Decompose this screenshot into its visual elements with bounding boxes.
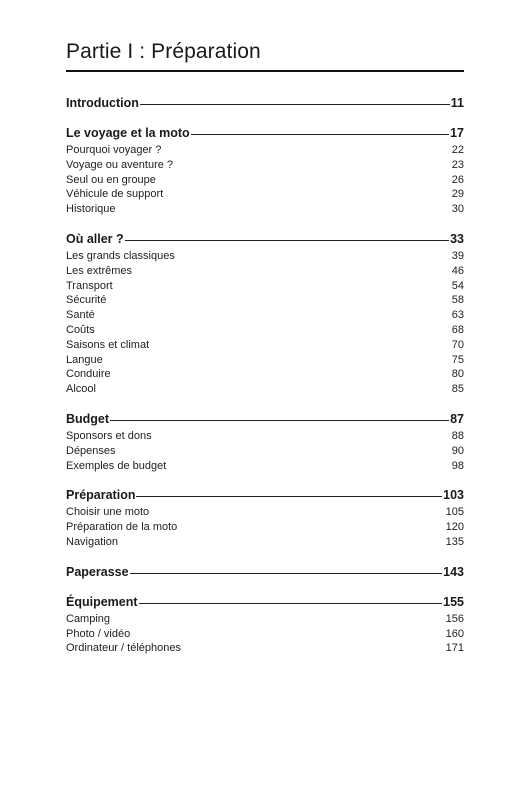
toc-entry[interactable] — [66, 202, 464, 217]
entry-page-number: 120 — [445, 521, 464, 534]
entry-label: Véhicule de support — [66, 188, 164, 201]
entry-label: Ordinateur / téléphones — [66, 642, 181, 655]
entry-label: Photo / vidéo — [66, 627, 131, 640]
entry-label: Camping — [66, 612, 111, 625]
entry-label: Langue — [66, 353, 103, 366]
toc-section — [66, 594, 464, 656]
section-page-number: 87 — [450, 411, 464, 426]
toc-section-heading[interactable] — [66, 231, 464, 247]
toc-entry[interactable] — [66, 308, 464, 323]
entry-label: Santé — [66, 309, 95, 322]
section-page-number: 143 — [443, 564, 464, 579]
entry-page-number: 80 — [451, 368, 464, 381]
entry-page-number: 26 — [451, 173, 464, 186]
entry-page-number: 98 — [451, 459, 464, 472]
entry-page-number: 160 — [445, 627, 464, 640]
table-of-contents — [66, 95, 464, 670]
toc-entry[interactable] — [66, 158, 464, 173]
toc-entry[interactable] — [66, 520, 464, 535]
toc-entry[interactable] — [66, 249, 464, 264]
toc-entry[interactable] — [66, 382, 464, 397]
toc-entry[interactable] — [66, 641, 464, 656]
section-page-number: 11 — [450, 96, 464, 110]
section-title: Budget — [66, 411, 110, 426]
entry-page-number: 88 — [451, 429, 464, 442]
dot-leader — [140, 104, 450, 105]
entry-page-number: 29 — [451, 188, 464, 201]
toc-section-heading[interactable] — [66, 125, 464, 141]
dot-leader — [136, 496, 442, 497]
section-title: Le voyage et la moto — [66, 126, 190, 140]
entry-label: Transport — [66, 279, 113, 292]
dot-leader — [191, 134, 449, 135]
title-divider — [66, 70, 464, 72]
entry-label: Navigation — [66, 535, 118, 548]
entry-label: Les grands classiques — [66, 249, 175, 262]
toc-entry[interactable] — [66, 612, 464, 627]
entry-page-number: 90 — [451, 444, 464, 457]
section-title: Préparation — [66, 488, 136, 503]
toc-entry[interactable] — [66, 459, 464, 474]
toc-section — [66, 231, 464, 397]
entry-page-number: 68 — [451, 323, 464, 336]
toc-section — [66, 125, 464, 217]
toc-entry[interactable] — [66, 323, 464, 338]
entry-label: Préparation de la moto — [66, 521, 178, 534]
toc-section-heading[interactable] — [66, 564, 464, 580]
entry-label: Seul ou en groupe — [66, 173, 156, 186]
entry-page-number: 156 — [445, 612, 464, 625]
page-title: Partie I : Préparation — [66, 40, 261, 63]
entry-page-number: 135 — [445, 535, 464, 548]
section-page-number: 155 — [443, 594, 464, 609]
entry-page-number: 171 — [445, 642, 464, 655]
toc-section-heading[interactable] — [66, 95, 464, 111]
toc-section-heading[interactable] — [66, 594, 464, 610]
entry-page-number: 63 — [451, 309, 464, 322]
toc-entry[interactable] — [66, 444, 464, 459]
entry-page-number: 22 — [451, 144, 464, 156]
toc-section — [66, 487, 464, 549]
entry-label: Voyage ou aventure ? — [66, 158, 174, 171]
toc-entry[interactable] — [66, 173, 464, 188]
entry-label: Dépenses — [66, 444, 116, 457]
entry-page-number: 58 — [451, 294, 464, 307]
entry-label: Historique — [66, 203, 116, 216]
entry-page-number: 23 — [451, 158, 464, 171]
toc-entry[interactable] — [66, 293, 464, 308]
entry-label: Coûts — [66, 323, 95, 336]
section-title: Introduction — [66, 96, 139, 110]
entry-label: Alcool — [66, 383, 96, 396]
entry-label: Exemples de budget — [66, 459, 167, 472]
toc-section — [66, 411, 464, 473]
entry-label: Sponsors et dons — [66, 429, 152, 442]
toc-entry[interactable] — [66, 187, 464, 202]
toc-entry[interactable] — [66, 535, 464, 550]
dot-leader — [110, 420, 449, 421]
entry-page-number: 46 — [451, 264, 464, 277]
entry-page-number: 105 — [445, 506, 464, 519]
toc-section-heading[interactable] — [66, 411, 464, 427]
toc-entry[interactable] — [66, 627, 464, 642]
section-page-number: 103 — [443, 488, 464, 503]
toc-entry[interactable] — [66, 429, 464, 444]
toc-entry[interactable] — [66, 353, 464, 368]
entry-page-number: 30 — [451, 203, 464, 216]
section-page-number: 33 — [450, 231, 464, 246]
toc-entry[interactable] — [66, 505, 464, 520]
toc-entry[interactable] — [66, 367, 464, 382]
entry-page-number: 54 — [451, 279, 464, 292]
section-page-number: 17 — [450, 126, 464, 140]
dot-leader — [139, 603, 443, 604]
entry-label: Choisir une moto — [66, 506, 150, 519]
entry-label: Les extrêmes — [66, 264, 133, 277]
toc-entry[interactable] — [66, 143, 464, 158]
entry-label: Pourquoi voyager ? — [66, 144, 162, 156]
entry-page-number: 70 — [451, 338, 464, 351]
dot-leader — [130, 573, 443, 574]
toc-entry[interactable] — [66, 279, 464, 294]
section-title: Équipement — [66, 594, 138, 609]
toc-entry[interactable] — [66, 338, 464, 353]
entry-label: Sécurité — [66, 294, 107, 307]
toc-section — [66, 95, 464, 111]
toc-entry[interactable] — [66, 264, 464, 279]
dot-leader — [125, 240, 449, 241]
entry-label: Saisons et climat — [66, 338, 150, 351]
entry-page-number: 85 — [451, 383, 464, 396]
entry-label: Conduire — [66, 368, 111, 381]
entry-page-number: 75 — [451, 353, 464, 366]
toc-section — [66, 564, 464, 580]
section-title: Où aller ? — [66, 231, 124, 246]
toc-section-heading[interactable] — [66, 487, 464, 503]
entry-page-number: 39 — [451, 249, 464, 262]
section-title: Paperasse — [66, 564, 129, 579]
